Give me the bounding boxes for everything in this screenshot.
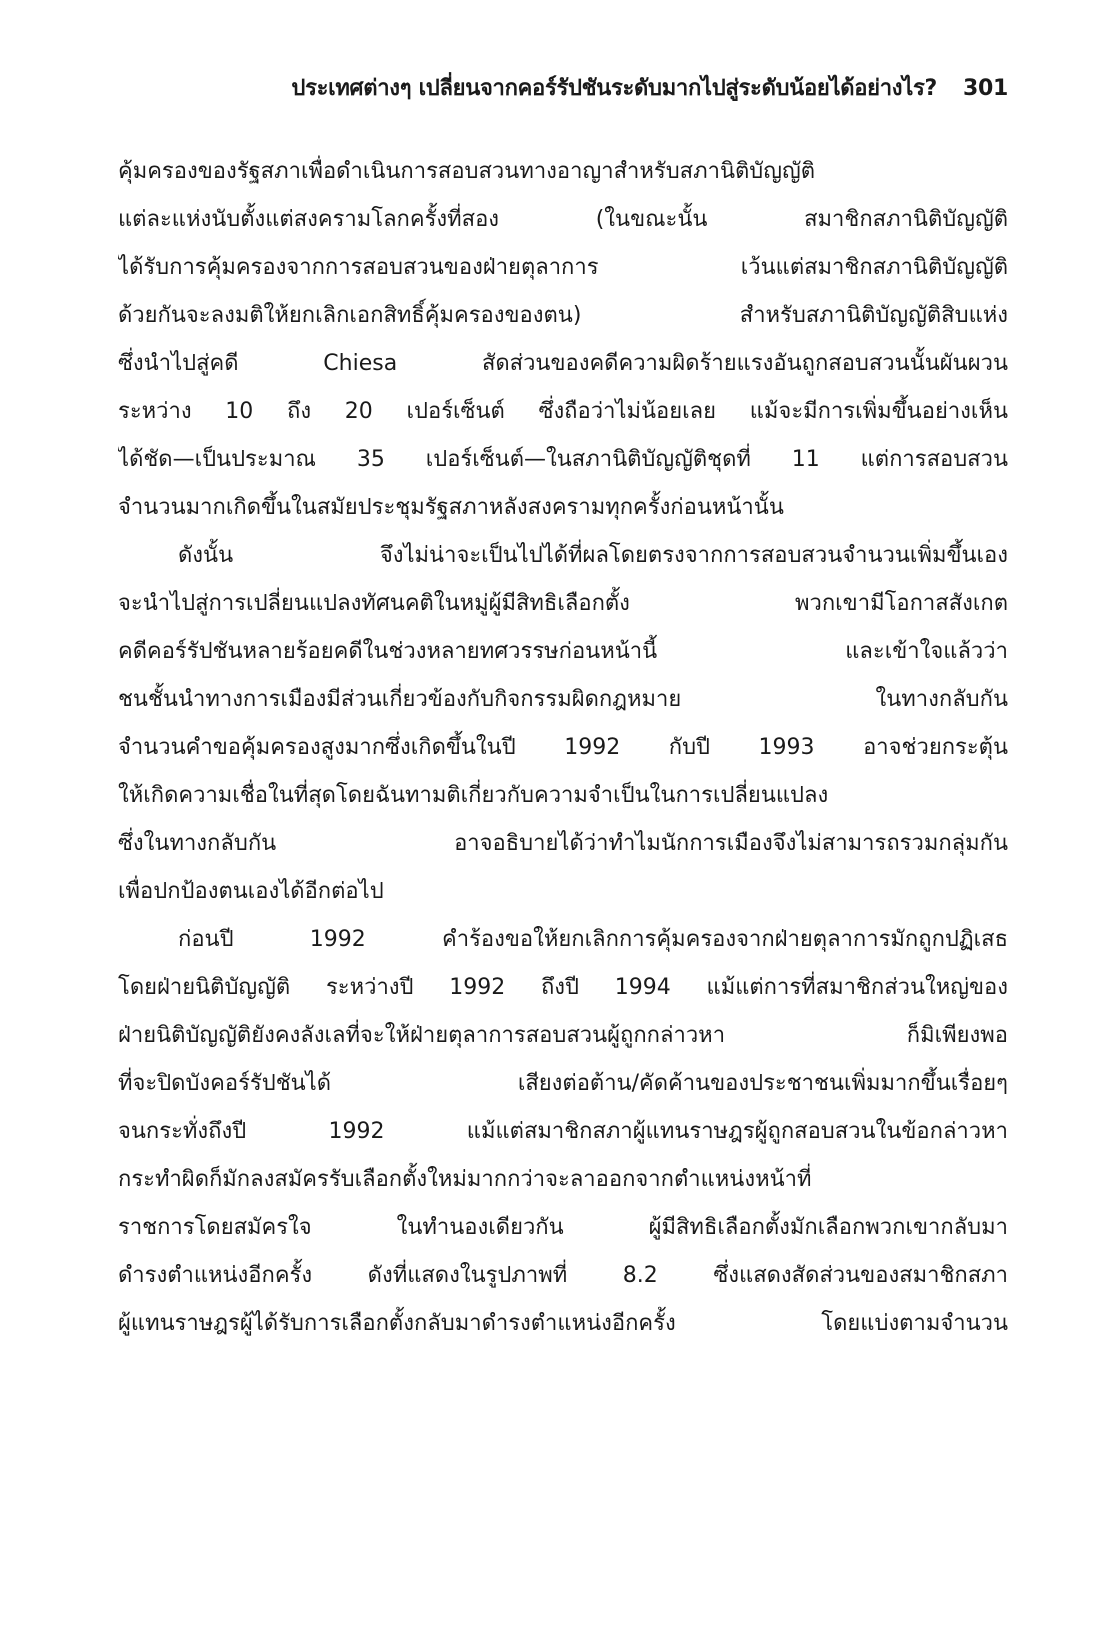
text-line: ฝ่ายนิติบัญญัติยังคงลังเลที่จะให้ฝ่ายตุลาการสอบสวนผู้ถูกกล่าวหา ก็มิเพียงพอ [118, 1023, 1008, 1048]
text-line: ด้วยกันจะลงมติให้ยกเลิกเอกสิทธิ์คุ้มครองของตน) สำหรับสภานิติบัญญัติสิบแห่ง [118, 303, 1008, 328]
text-line: ราชการโดยสมัครใจ ในทำนองเดียวกัน ผู้มีสิทธิเลือกตั้งมักเลือกพวกเขากลับมา [118, 1215, 1008, 1240]
text-line: จะนำไปสู่การเปลี่ยนแปลงทัศนคติในหมู่ผู้มีสิทธิเลือกตั้ง พวกเขามีโอกาสสังเกต [118, 591, 1008, 616]
text-line: ให้เกิดความเชื่อในที่สุดโดยฉันทามติเกี่ยวกับความจำเป็นในการเปลี่ยนแปลง [118, 783, 829, 808]
text-line: ระหว่าง 10 ถึง 20 เปอร์เซ็นต์ ซึ่งถือว่าไม่น้อยเลย แม้จะมีการเพิ่มขึ้นอย่างเห็น [118, 399, 1008, 424]
text-line: จำนวนมากเกิดขึ้นในสมัยประชุมรัฐสภาหลังสงครามทุกครั้งก่อนหน้านั้น [118, 495, 784, 520]
text-line: คดีคอร์รัปชันหลายร้อยคดีในช่วงหลายทศวรรษก่อนหน้านี้ และเข้าใจแล้วว่า [118, 639, 1008, 664]
text-line: ผู้แทนราษฎรผู้ได้รับการเลือกตั้งกลับมาดำรงตำแหน่งอีกครั้ง โดยแบ่งตามจำนวน [118, 1311, 1008, 1336]
text-line: ที่จะปิดบังคอร์รัปชันได้ เสียงต่อต้าน/คัดค้านของประชาชนเพิ่มมากขึ้นเรื่อยๆ [118, 1071, 1008, 1096]
text-line: แต่ละแห่งนับตั้งแต่สงครามโลกครั้งที่สอง (ในขณะนั้น สมาชิกสภานิติบัญญัติ [118, 207, 1008, 232]
text-line: จนกระทั่งถึงปี 1992 แม้แต่สมาชิกสภาผู้แทนราษฎรผู้ถูกสอบสวนในข้อกล่าวหา [118, 1119, 1008, 1144]
text-line: ได้ชัด—เป็นประมาณ 35 เปอร์เซ็นต์—ในสภานิติบัญญัติชุดที่ 11 แต่การสอบสวน [118, 447, 1008, 472]
text-line: ดำรงตำแหน่งอีกครั้ง ดังที่แสดงในรูปภาพที่ 8.2 ซึ่งแสดงสัดส่วนของสมาชิกสภา [118, 1263, 1008, 1288]
text-line: ได้รับการคุ้มครองจากการสอบสวนของฝ่ายตุลาการ เว้นแต่สมาชิกสภานิติบัญญัติ [118, 255, 1008, 280]
text-line: จำนวนคำขอคุ้มครองสูงมากซึ่งเกิดขึ้นในปี 1992 กับปี 1993 อาจช่วยกระตุ้น [118, 735, 1008, 760]
running-header-title: ประเทศต่างๆ เปลี่ยนจากคอร์รัปชันระดับมากไปสู่ระดับน้อยได้อย่างไร? [291, 76, 937, 101]
text-line: ซึ่งในทางกลับกัน อาจอธิบายได้ว่าทำไมนักการเมืองจึงไม่สามารถรวมกลุ่มกัน [118, 831, 1008, 856]
text-line: คุ้มครองของรัฐสภาเพื่อดำเนินการสอบสวนทางอาญาสำหรับสภานิติบัญญัติ [118, 159, 816, 184]
running-header [0, 70, 1008, 105]
text-line: ดังนั้น จึงไม่น่าจะเป็นไปได้ที่ผลโดยตรงจากการสอบสวนจำนวนเพิ่มขึ้นเอง [178, 543, 1008, 568]
text-line: โดยฝ่ายนิติบัญญัติ ระหว่างปี 1992 ถึงปี 1994 แม้แต่การที่สมาชิกส่วนใหญ่ของ [118, 975, 1008, 1000]
text-line: เพื่อปกป้องตนเองได้อีกต่อไป [118, 879, 384, 904]
page-number: 301 [962, 76, 1008, 101]
text-line: ชนชั้นนำทางการเมืองมีส่วนเกี่ยวข้องกับกิจกรรมผิดกฎหมาย ในทางกลับกัน [118, 687, 1008, 712]
text-line: กระทำผิดก็มักลงสมัครรับเลือกตั้งใหม่มากกว่าจะลาออกจากตำแหน่งหน้าที่ [118, 1167, 812, 1192]
text-line: ก่อนปี 1992 คำร้องขอให้ยกเลิกการคุ้มครองจากฝ่ายตุลาการมักถูกปฏิเสธ [178, 927, 1008, 952]
text-line: ซึ่งนำไปสู่คดี Chiesa สัดส่วนของคดีความผิดร้ายแรงอันถูกสอบสวนนั้นผันผวน [118, 351, 1008, 376]
body-text [118, 148, 1008, 1348]
